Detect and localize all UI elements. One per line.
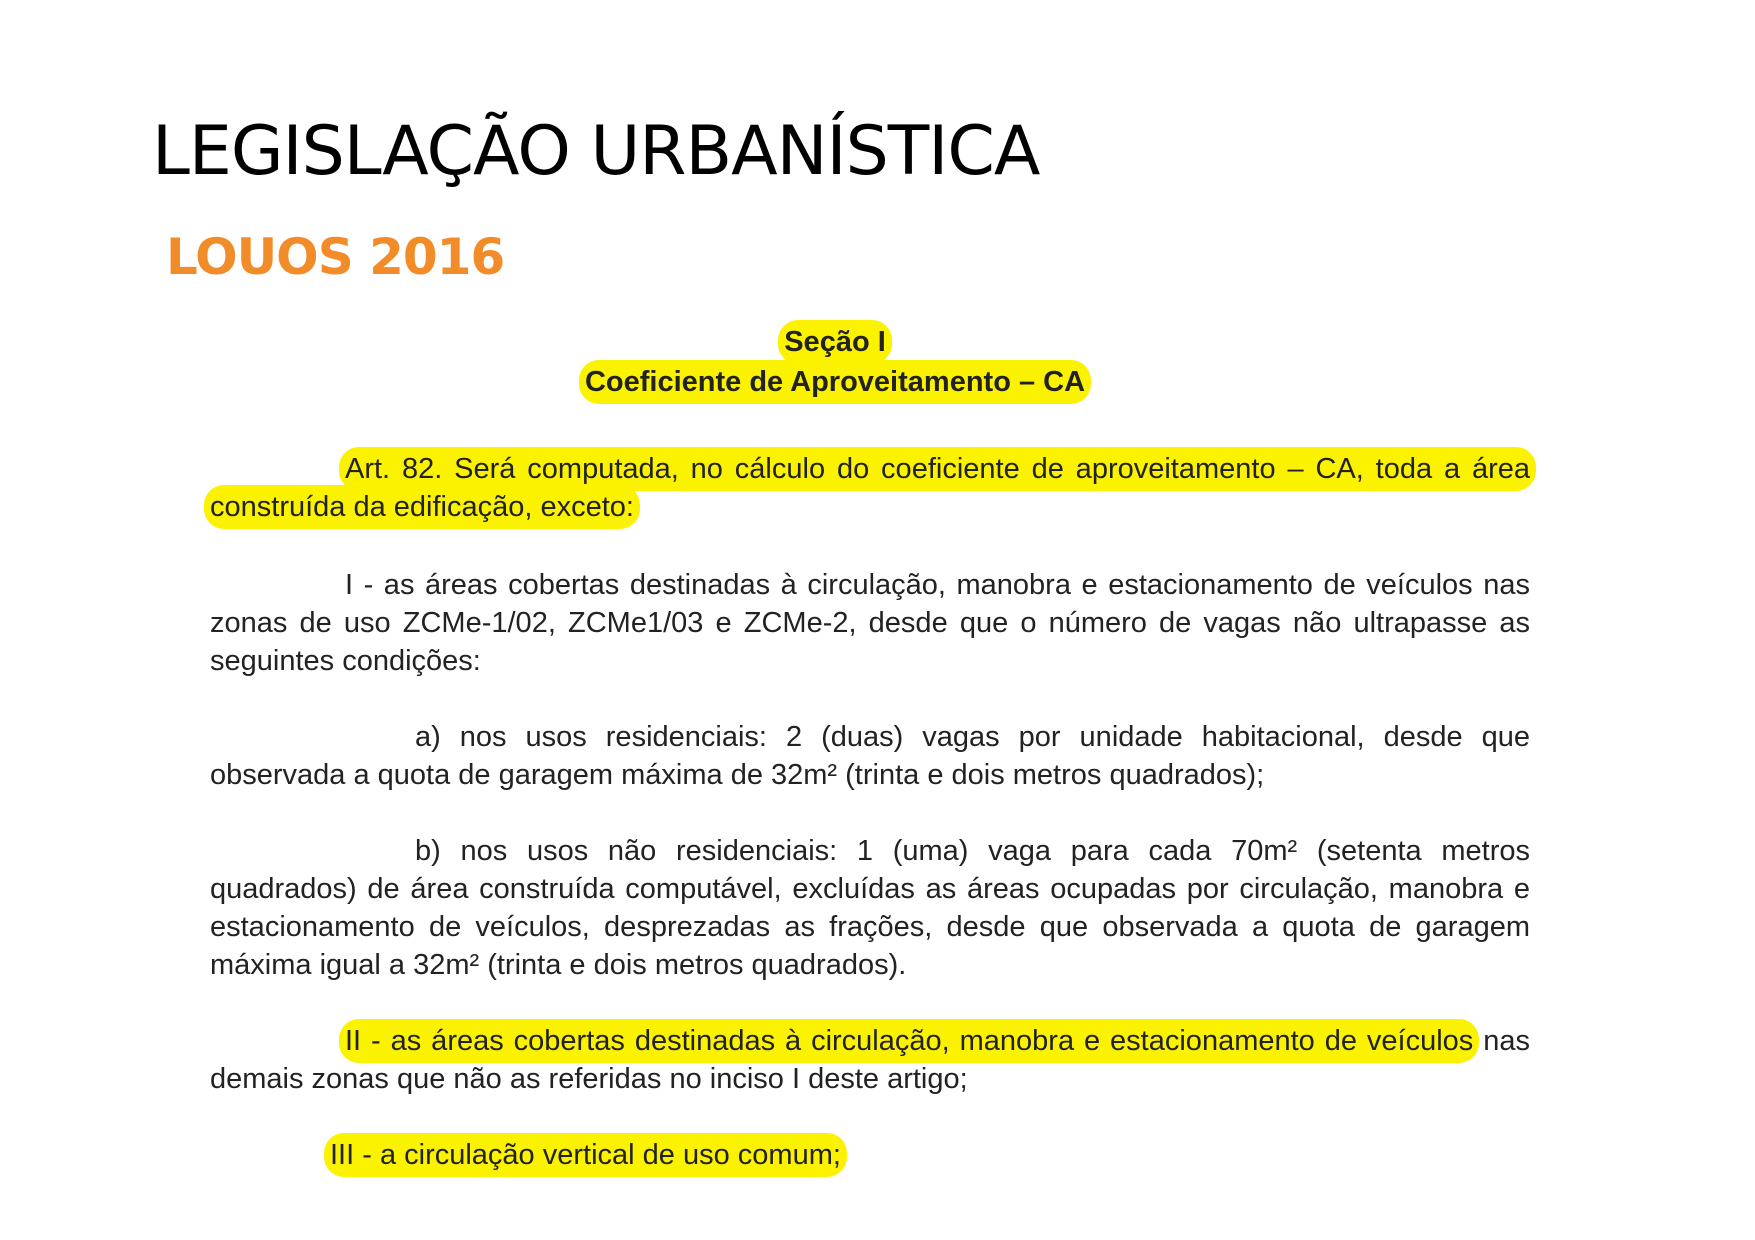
item-ii [210,1022,1530,1098]
article-82-text: Art. 82. Será computada, no cálculo do coeficiente de aproveitamento – CA, toda a área construída da edificação, exceto: [210,453,1530,523]
article-82 [210,450,1530,526]
section-heading [210,322,1460,402]
section-title: Coeficiente de Aproveitamento – CA [584,366,1086,398]
item-a: a) nos usos residenciais: 2 (duas) vagas por unidade habitacional, desde que observada a quota de garagem máxima de 32m² (trinta e dois metros quadrados); [210,721,1530,791]
legal-document [210,322,1530,1174]
item-b: b) nos usos não residenciais: 1 (uma) vaga para cada 70m² (setenta metros quadrados) de área construída computável, excluídas as áreas ocupadas por circulação, manobra e estacionamento de veículos, desprezadas as frações, desde que observada a quota de garagem máxima igual a 32m² (trinta e dois metros quadrados). [210,835,1530,981]
item-ii-rest: nas demais zonas que não as referidas no inciso I deste artigo; [210,1025,1530,1095]
section-label: Seção I [784,326,886,358]
item-i: I - as áreas cobertas destinadas à circulação, manobra e estacionamento de veículos nas zonas de uso ZCMe-1/02, ZCMe1/03 e ZCMe-2, desde que o número de vagas não ultrapasse as seguintes condições: [210,569,1530,677]
item-iii-text: III - a circulação vertical de uso comum; [330,1139,841,1171]
item-ii-highlight: II - as áreas cobertas destinadas à circulação, manobra e estacionamento de veículos [345,1025,1474,1057]
slide-title: LEGISLAÇÃO URBANÍSTICA [152,112,1040,191]
slide-subtitle: LOUOS 2016 [166,228,505,286]
item-iii [210,1136,1530,1174]
